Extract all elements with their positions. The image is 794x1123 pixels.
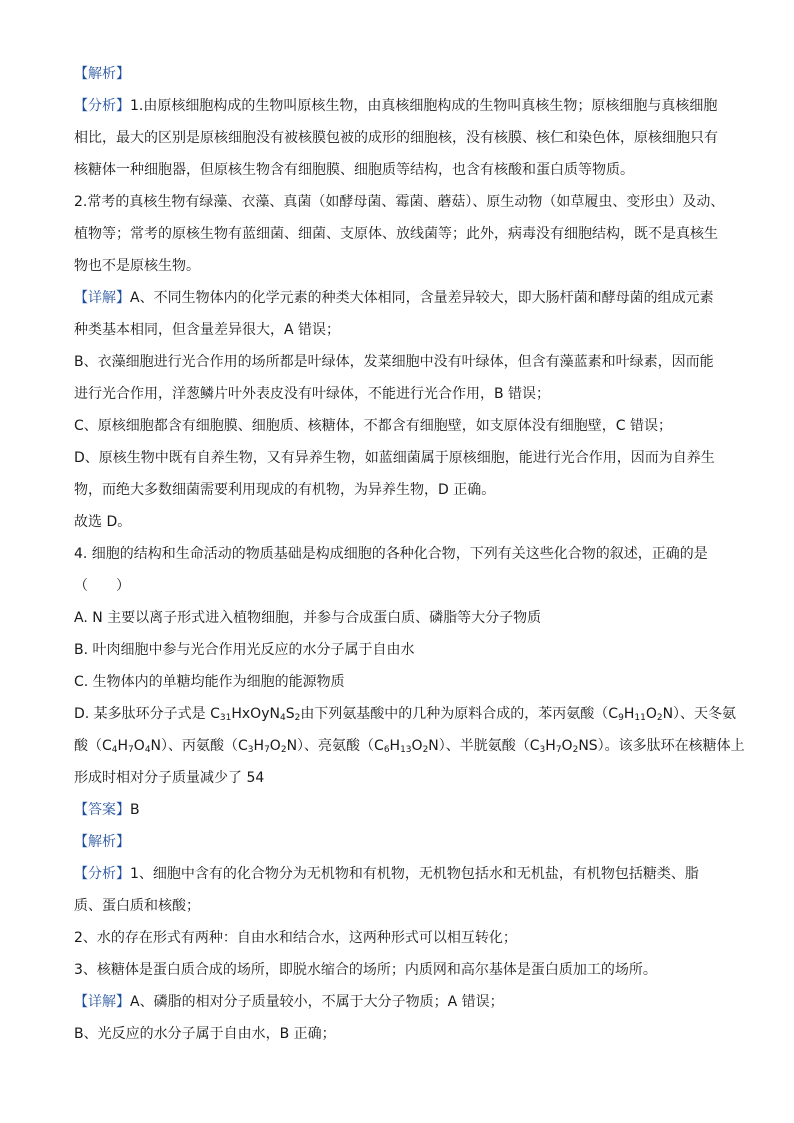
subscript: 3 bbox=[539, 745, 546, 755]
option-d-continued bbox=[74, 736, 745, 756]
subscript: 2 bbox=[572, 745, 579, 755]
detail-line: 进行光合作用，洋葱鳞片叶外表皮没有叶绿体，不能进行光合作用，B 错误； bbox=[74, 386, 551, 402]
section-tag-xiangjie: 【详解】 bbox=[74, 290, 130, 306]
analysis-line: 植物等；常考的原核生物有蓝细菌、细菌、支原体、放线菌等；此外，病毒没有细胞结构，既不是真核生 bbox=[74, 226, 718, 242]
detail-line: B、衣藻细胞进行光合作用的场所都是叶绿体，发菜细胞中没有叶绿体，但含有藻蓝素和叶绿素，因而能 bbox=[74, 354, 714, 370]
option-d-text: H bbox=[253, 738, 265, 754]
option-d-text: HxOyN bbox=[231, 706, 280, 722]
detail-line: B、光反应的水分子属于自由水，B 正确； bbox=[74, 1026, 336, 1042]
option-d-text: D. 某多肽环分子式是 C bbox=[74, 706, 220, 722]
option-d-text: NS）。该多肽环在核糖体上 bbox=[578, 738, 745, 754]
option-d-text: N）、丙氨酸（C bbox=[150, 738, 248, 754]
option-d-text: O bbox=[411, 738, 423, 754]
analysis-line: 2.常考的真核生物有绿藻、衣藻、真菌（如酵母菌、霉菌、蘑菇）、原生动物（如草履虫、变形虫）及动、 bbox=[74, 194, 725, 210]
answer-line bbox=[74, 800, 140, 820]
subscript: 2 bbox=[656, 713, 663, 723]
analysis-text: 1.由原核细胞构成的生物叫原核生物，由真核细胞构成的生物叫真核生物；原核细胞与真核细胞 bbox=[130, 98, 718, 114]
option-b: B. 叶肉细胞中参与光合作用光反应的水分子属于自由水 bbox=[74, 642, 415, 658]
analysis-line: 2、水的存在形式有两种：自由水和结合水，这两种形式可以相互转化； bbox=[74, 930, 517, 946]
detail-line: D、原核生物中既有自养生物，又有异养生物，如蓝细菌属于原核细胞，能进行光合作用，因而为自养生 bbox=[74, 450, 715, 466]
option-d-text: S bbox=[285, 706, 295, 722]
analysis-line: 相比，最大的区别是原核细胞没有被核膜包被的成形的细胞核，没有核膜、核仁和染色体，原核细胞只有 bbox=[74, 130, 718, 146]
analysis-line: 质、蛋白质和核酸； bbox=[74, 898, 200, 914]
analysis-line: 3、核糖体是蛋白质合成的场所，即脱水缩合的场所；内质网和高尔基体是蛋白质加工的场所。 bbox=[74, 962, 657, 978]
section-tag-fenxi: 【分析】 bbox=[74, 866, 130, 882]
subscript: 7 bbox=[555, 745, 562, 755]
subscript: 2 bbox=[280, 745, 287, 755]
subscript: 2 bbox=[294, 713, 301, 723]
subscript: 13 bbox=[400, 745, 412, 755]
subscript: 7 bbox=[128, 745, 134, 755]
section-tag-xiangjie: 【详解】 bbox=[74, 994, 130, 1010]
detail-line: 物，而绝大多数细菌需要利用现成的有机物，为异养生物，D 正确。 bbox=[74, 482, 496, 498]
option-d-text: O bbox=[269, 738, 281, 754]
analysis-line: 核糖体一种细胞器，但原核生物含有细胞膜、细胞质等结构，也含有核酸和蛋白质等物质。 bbox=[74, 162, 634, 178]
option-d-text: N）、亮氨酸（C bbox=[286, 738, 384, 754]
option-d-text: O bbox=[645, 706, 657, 722]
option-d-text: 由下列氨基酸中的几种为原料合成的，苯丙氨酸（C bbox=[300, 706, 619, 722]
subscript: 4 bbox=[279, 713, 286, 723]
option-d-text: H bbox=[545, 738, 556, 754]
subscript: 31 bbox=[219, 713, 232, 723]
subscript: 2 bbox=[422, 745, 429, 755]
detail-line bbox=[74, 288, 714, 308]
option-d-text: H bbox=[389, 738, 401, 754]
detail-text: A、磷脂的相对分子质量较小，不属于大分子物质；A 错误； bbox=[130, 994, 504, 1010]
conclusion-line: 故选 D。 bbox=[74, 514, 132, 530]
section-tag-jiexi: 【解析】 bbox=[74, 66, 130, 82]
subscript: 9 bbox=[618, 713, 624, 723]
option-d-text: 酸（C bbox=[74, 738, 112, 754]
option-c: C. 生物体内的单糖均能作为细胞的能源物质 bbox=[74, 674, 345, 690]
option-d-text: O bbox=[133, 738, 145, 754]
detail-line: C、原核细胞都含有细胞膜、细胞质、核糖体，不都含有细胞壁，如支原体没有细胞壁，C 错误； bbox=[74, 418, 672, 434]
option-d-text: H bbox=[623, 706, 635, 722]
subscript: 7 bbox=[264, 745, 270, 755]
section-tag-daan: 【答案】 bbox=[74, 802, 130, 818]
answer-value: B bbox=[130, 802, 140, 818]
option-d-text: N）、天冬氨 bbox=[662, 706, 737, 722]
section-tag-fenxi: 【分析】 bbox=[74, 98, 130, 114]
detail-line: 种类基本相同，但含量差异很大，A 错误； bbox=[74, 322, 341, 338]
option-d-continued: 形成时相对分子质量减少了 54 bbox=[74, 770, 265, 786]
subscript: 11 bbox=[634, 713, 646, 723]
option-d-text: O bbox=[561, 738, 573, 754]
option-d-text: N）、半胱氨酸（C bbox=[428, 738, 540, 754]
subscript: 3 bbox=[247, 745, 254, 755]
subscript: 6 bbox=[383, 745, 390, 755]
option-a: A. N 主要以离子形式进入植物细胞，并参与合成蛋白质、磷脂等大分子物质 bbox=[74, 610, 542, 626]
subscript: 4 bbox=[111, 745, 118, 755]
question-stem: 4. 细胞的结构和生命活动的物质基础是构成细胞的各种化合物，下列有关这些化合物的叙述，正确的是 bbox=[74, 546, 708, 562]
section-tag-jiexi: 【解析】 bbox=[74, 834, 130, 850]
analysis-text: 1、细胞中含有的化合物分为无机物和有机物，无机物包括水和无机盐，有机物包括糖类、脂 bbox=[130, 866, 699, 882]
analysis-line bbox=[74, 96, 717, 116]
analysis-line: 物也不是原核生物。 bbox=[74, 258, 200, 274]
question-stem-blank: （ ） bbox=[74, 578, 130, 594]
option-d bbox=[74, 704, 736, 724]
detail-text: A、不同生物体内的化学元素的种类大体相同，含量差异较大，即大肠杆菌和酵母菌的组成元素 bbox=[130, 290, 714, 306]
detail-line bbox=[74, 992, 504, 1012]
subscript: 4 bbox=[144, 745, 151, 755]
analysis-line bbox=[74, 864, 699, 884]
option-d-text: H bbox=[117, 738, 129, 754]
